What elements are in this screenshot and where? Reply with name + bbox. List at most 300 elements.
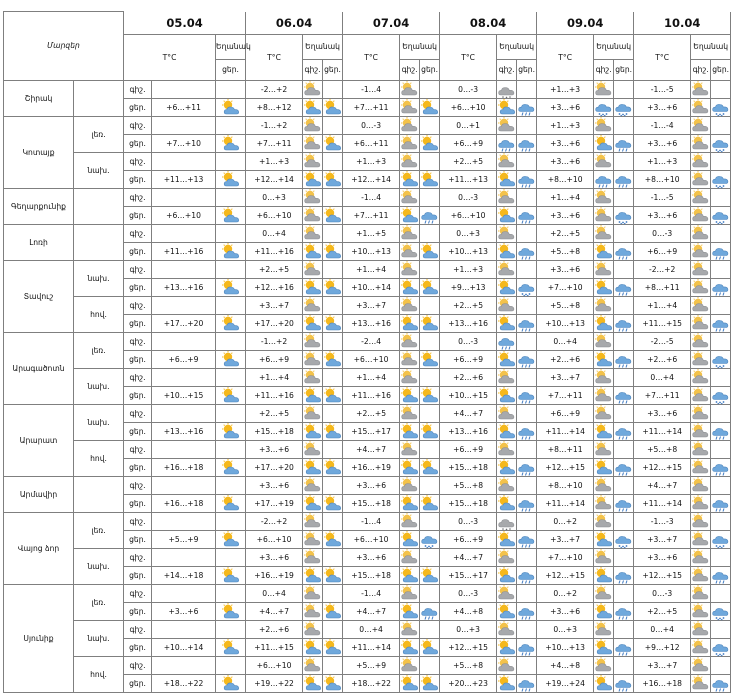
day-icon-header: ցեր. xyxy=(216,59,246,80)
cloud-weather-icon xyxy=(497,296,517,314)
temperature-value: 0…+4 xyxy=(246,584,303,602)
temperature-column-header: T°C xyxy=(343,34,400,80)
cloud-weather-icon xyxy=(497,548,517,566)
zone-name: լեռ. xyxy=(74,332,124,368)
empty-icon-cell xyxy=(216,152,246,170)
cloud-weather-icon xyxy=(497,116,517,134)
cloud-weather-icon xyxy=(400,260,420,278)
empty-icon-cell xyxy=(517,224,537,242)
cloud-weather-icon xyxy=(594,386,614,404)
cloud-weather-icon xyxy=(691,332,711,350)
partly-weather-icon xyxy=(216,206,246,224)
cloud-weather-icon xyxy=(303,404,323,422)
temperature-value: +11…+14 xyxy=(537,494,594,512)
forecast-row xyxy=(4,332,731,350)
temperature-value xyxy=(152,152,216,170)
snow-weather-icon xyxy=(711,98,731,116)
rain-weather-icon xyxy=(614,422,634,440)
temperature-value: +12…+15 xyxy=(537,458,594,476)
region-name: Արարատ xyxy=(4,404,74,476)
cloud-weather-icon xyxy=(594,368,614,386)
snow-weather-icon xyxy=(711,386,731,404)
empty-icon-cell xyxy=(420,188,440,206)
partly-weather-icon xyxy=(420,98,440,116)
temperature-value: +6…+11 xyxy=(343,134,400,152)
empty-icon-cell xyxy=(216,368,246,386)
rain-weather-icon xyxy=(614,278,634,296)
temperature-value: +6…+10 xyxy=(246,656,303,674)
rain-weather-icon xyxy=(420,206,440,224)
zone-name: լեռ. xyxy=(74,116,124,152)
temperature-value: +13…+16 xyxy=(440,422,497,440)
temperature-value: 0…+3 xyxy=(440,620,497,638)
empty-icon-cell xyxy=(323,260,343,278)
empty-icon-cell xyxy=(711,656,731,674)
cloud-weather-icon xyxy=(594,584,614,602)
empty-icon-cell xyxy=(517,332,537,350)
rain-weather-icon xyxy=(614,350,634,368)
temperature-value: +16…+18 xyxy=(634,674,691,692)
partly-weather-icon xyxy=(303,278,323,296)
temperature-value: +8…+11 xyxy=(634,278,691,296)
temperature-value: +1…+3 xyxy=(246,152,303,170)
cloud-weather-icon xyxy=(400,332,420,350)
temperature-value: -1…-4 xyxy=(634,116,691,134)
night-icon-header: գիշ. xyxy=(594,59,614,80)
partly-weather-icon xyxy=(323,170,343,188)
day-label: ցեր. xyxy=(124,98,152,116)
partly-weather-icon xyxy=(323,134,343,152)
temperature-value: +12…+15 xyxy=(634,458,691,476)
temperature-value: +8…+10 xyxy=(634,170,691,188)
cloud-weather-icon xyxy=(691,242,711,260)
partly-weather-icon xyxy=(303,674,323,692)
rain-weather-icon xyxy=(517,134,537,152)
temperature-value xyxy=(152,620,216,638)
cloud-weather-icon xyxy=(594,404,614,422)
cloud-weather-icon xyxy=(691,476,711,494)
temperature-value: +11…+16 xyxy=(343,386,400,404)
partly-weather-icon xyxy=(497,206,517,224)
empty-icon-cell xyxy=(216,332,246,350)
rain-weather-icon xyxy=(517,458,537,476)
partly-weather-icon xyxy=(400,638,420,656)
empty-icon-cell xyxy=(323,476,343,494)
partly-weather-icon xyxy=(497,314,517,332)
temperature-value: +7…+10 xyxy=(537,548,594,566)
day-icon-header: ցեր. xyxy=(517,59,537,80)
empty-icon-cell xyxy=(216,512,246,530)
partly-weather-icon xyxy=(303,566,323,584)
temperature-value: +8…+10 xyxy=(537,476,594,494)
partly-weather-icon xyxy=(323,602,343,620)
rain-weather-icon xyxy=(517,242,537,260)
empty-icon-cell xyxy=(420,548,440,566)
temperature-value: +2…+5 xyxy=(246,260,303,278)
night-label: գիշ. xyxy=(124,80,152,98)
temperature-value: +18…+22 xyxy=(152,674,216,692)
snow-weather-icon xyxy=(614,206,634,224)
temperature-value: +4…+8 xyxy=(440,602,497,620)
empty-icon-cell xyxy=(216,404,246,422)
empty-icon-cell xyxy=(614,656,634,674)
night-label: գիշ. xyxy=(124,584,152,602)
empty-icon-cell xyxy=(711,368,731,386)
empty-icon-cell xyxy=(323,80,343,98)
day-label: ցեր. xyxy=(124,458,152,476)
partly-weather-icon xyxy=(594,314,614,332)
forecast-row xyxy=(4,512,731,530)
partly-weather-icon xyxy=(497,566,517,584)
forecast-row xyxy=(4,440,731,458)
cloud-weather-icon xyxy=(691,440,711,458)
cloud-weather-icon xyxy=(691,494,711,512)
cloud-weather-icon xyxy=(303,296,323,314)
regions-header: Մարզեր xyxy=(4,12,124,81)
night-label: գիշ. xyxy=(124,224,152,242)
temperature-value: +11…+16 xyxy=(246,242,303,260)
temperature-value xyxy=(152,656,216,674)
zone-empty xyxy=(74,80,124,116)
day-label: ցեր. xyxy=(124,242,152,260)
cloud-weather-icon xyxy=(691,278,711,296)
cloud-weather-icon xyxy=(303,368,323,386)
day-label: ցեր. xyxy=(124,494,152,512)
empty-icon-cell xyxy=(216,656,246,674)
temperature-value xyxy=(152,476,216,494)
empty-icon-cell xyxy=(711,224,731,242)
weather-column-header: Եղանակ xyxy=(303,34,343,59)
rain-weather-icon xyxy=(614,170,634,188)
temperature-value: +10…+15 xyxy=(440,386,497,404)
temperature-value: +12…+14 xyxy=(343,170,400,188)
temperature-value: +11…+13 xyxy=(152,170,216,188)
temperature-value: +5…+9 xyxy=(343,656,400,674)
empty-icon-cell xyxy=(323,440,343,458)
cloud-weather-icon xyxy=(691,116,711,134)
cloud-weather-icon xyxy=(400,116,420,134)
partly-weather-icon xyxy=(323,206,343,224)
partly-weather-icon xyxy=(323,458,343,476)
empty-icon-cell xyxy=(614,224,634,242)
temperature-value: +16…+18 xyxy=(152,494,216,512)
cloud-weather-icon xyxy=(594,332,614,350)
partly-weather-icon xyxy=(216,386,246,404)
temperature-value: 0…+4 xyxy=(343,620,400,638)
empty-icon-cell xyxy=(420,404,440,422)
temperature-value: +1…+3 xyxy=(537,116,594,134)
cloud-weather-icon xyxy=(400,476,420,494)
temperature-value: +3…+6 xyxy=(634,206,691,224)
temperature-value: -1…-5 xyxy=(634,188,691,206)
forecast-row xyxy=(4,152,731,170)
rain-weather-icon xyxy=(517,638,537,656)
empty-icon-cell xyxy=(323,656,343,674)
empty-icon-cell xyxy=(216,296,246,314)
empty-icon-cell xyxy=(420,152,440,170)
cloud-weather-icon xyxy=(594,206,614,224)
cloud-weather-icon xyxy=(691,602,711,620)
temperature-value: +1…+3 xyxy=(537,80,594,98)
empty-icon-cell xyxy=(614,260,634,278)
temperature-value: +3…+7 xyxy=(537,368,594,386)
temperature-value xyxy=(152,188,216,206)
partly-weather-icon xyxy=(594,530,614,548)
empty-icon-cell xyxy=(517,512,537,530)
temperature-value: +9…+12 xyxy=(634,638,691,656)
empty-icon-cell xyxy=(614,80,634,98)
night-label: գիշ. xyxy=(124,512,152,530)
rain-weather-icon xyxy=(517,314,537,332)
temperature-value: +2…+5 xyxy=(537,224,594,242)
forecast-row xyxy=(4,116,731,134)
forecast-row xyxy=(4,584,731,602)
partly-weather-icon xyxy=(497,98,517,116)
empty-icon-cell xyxy=(420,260,440,278)
rain-weather-icon xyxy=(420,602,440,620)
rain-weather-icon xyxy=(517,566,537,584)
empty-icon-cell xyxy=(711,548,731,566)
cloud-weather-icon xyxy=(497,368,517,386)
temperature-value: 0…+3 xyxy=(246,188,303,206)
temperature-value: +5…+9 xyxy=(152,530,216,548)
cloud-weather-icon xyxy=(691,458,711,476)
temperature-value: +6…+11 xyxy=(152,98,216,116)
temperature-value: +3…+7 xyxy=(634,656,691,674)
empty-icon-cell xyxy=(517,476,537,494)
snow-weather-icon xyxy=(420,530,440,548)
empty-icon-cell xyxy=(216,440,246,458)
day-label: ցեր. xyxy=(124,638,152,656)
rain-weather-icon xyxy=(614,638,634,656)
temperature-value: +3…+7 xyxy=(343,296,400,314)
partly-weather-icon xyxy=(400,170,420,188)
temperature-value: -1…-5 xyxy=(634,80,691,98)
rain-weather-icon xyxy=(711,278,731,296)
empty-icon-cell xyxy=(323,368,343,386)
night-label: գիշ. xyxy=(124,188,152,206)
empty-icon-cell xyxy=(323,620,343,638)
temperature-value: +19…+24 xyxy=(537,674,594,692)
cloud-weather-icon xyxy=(400,512,420,530)
partly-weather-icon xyxy=(303,494,323,512)
empty-icon-cell xyxy=(711,260,731,278)
forecast-row xyxy=(4,296,731,314)
temperature-value: +10…+13 xyxy=(343,242,400,260)
region-name: Արմավիր xyxy=(4,476,74,512)
partly-weather-icon xyxy=(594,602,614,620)
cloud-weather-icon xyxy=(497,656,517,674)
temperature-value: +7…+10 xyxy=(537,278,594,296)
temperature-value: +11…+16 xyxy=(152,242,216,260)
partly-weather-icon xyxy=(420,674,440,692)
cloud-weather-icon xyxy=(594,296,614,314)
temperature-value: 0…+2 xyxy=(537,512,594,530)
temperature-value: -1…+2 xyxy=(246,116,303,134)
temperature-value: +10…+15 xyxy=(152,386,216,404)
temperature-value xyxy=(152,260,216,278)
temperature-value: 0…+3 xyxy=(440,224,497,242)
temperature-value: +2…+5 xyxy=(440,296,497,314)
temperature-value: +2…+6 xyxy=(634,350,691,368)
day-label: ցեր. xyxy=(124,278,152,296)
empty-icon-cell xyxy=(216,116,246,134)
cloud-weather-icon xyxy=(497,440,517,458)
temperature-value: +16…+19 xyxy=(246,566,303,584)
temperature-value: -2…4 xyxy=(343,332,400,350)
temperature-value: +3…+6 xyxy=(537,260,594,278)
temperature-value: +3…+6 xyxy=(537,206,594,224)
temperature-value: +7…+11 xyxy=(343,206,400,224)
temperature-value: -1…-3 xyxy=(634,512,691,530)
temperature-value: +13…+16 xyxy=(152,422,216,440)
cloud-weather-icon xyxy=(400,404,420,422)
rain-weather-icon xyxy=(614,242,634,260)
empty-icon-cell xyxy=(614,368,634,386)
forecast-row xyxy=(4,656,731,674)
partly-weather-icon xyxy=(323,242,343,260)
temperature-value: +6…+10 xyxy=(246,206,303,224)
zone-name: նախ. xyxy=(74,404,124,440)
night-label: գիշ. xyxy=(124,260,152,278)
empty-icon-cell xyxy=(420,512,440,530)
temperature-value: +14…+18 xyxy=(152,566,216,584)
empty-icon-cell xyxy=(323,332,343,350)
cloud-weather-icon xyxy=(691,170,711,188)
temperature-value: +3…+7 xyxy=(634,530,691,548)
partly-weather-icon xyxy=(216,458,246,476)
empty-icon-cell xyxy=(614,116,634,134)
temperature-value: +6…+10 xyxy=(246,530,303,548)
partly-weather-icon xyxy=(323,494,343,512)
cloud-weather-icon xyxy=(691,296,711,314)
empty-icon-cell xyxy=(216,620,246,638)
rain-weather-icon xyxy=(517,386,537,404)
temperature-value: +1…+3 xyxy=(440,260,497,278)
temperature-value: +6…+10 xyxy=(343,530,400,548)
zone-empty xyxy=(74,188,124,224)
date-header: 07.04 xyxy=(343,12,440,35)
partly-weather-icon xyxy=(216,314,246,332)
temperature-value: +1…+4 xyxy=(343,368,400,386)
day-label: ցեր. xyxy=(124,350,152,368)
partly-weather-icon xyxy=(420,278,440,296)
snow-weather-icon xyxy=(614,98,634,116)
temperature-value: +10…+13 xyxy=(537,638,594,656)
cloud-weather-icon xyxy=(691,260,711,278)
empty-icon-cell xyxy=(517,80,537,98)
empty-icon-cell xyxy=(420,620,440,638)
zone-empty xyxy=(74,476,124,512)
temperature-value: +3…+6 xyxy=(537,134,594,152)
partly-weather-icon xyxy=(420,134,440,152)
temperature-value: +17…+20 xyxy=(246,314,303,332)
temperature-value: +6…+9 xyxy=(440,134,497,152)
cloud-weather-icon xyxy=(691,530,711,548)
forecast-table-wrapper xyxy=(3,11,730,693)
empty-icon-cell xyxy=(216,476,246,494)
cloud-weather-icon xyxy=(303,152,323,170)
temperature-value: +4…+7 xyxy=(343,440,400,458)
temperature-value: +7…+11 xyxy=(537,386,594,404)
day-label: ցեր. xyxy=(124,422,152,440)
cloud-weather-icon xyxy=(303,440,323,458)
weather-column-header: Եղանակ xyxy=(691,34,731,59)
day-label: ցեր. xyxy=(124,134,152,152)
temperature-value: -1…4 xyxy=(343,80,400,98)
partly-weather-icon xyxy=(323,278,343,296)
temperature-value: +6…+9 xyxy=(152,350,216,368)
partly-weather-icon xyxy=(216,494,246,512)
empty-icon-cell xyxy=(216,584,246,602)
temperature-value: +16…+18 xyxy=(152,458,216,476)
cloud-weather-icon xyxy=(691,656,711,674)
partly-weather-icon xyxy=(497,494,517,512)
temperature-value: +17…+20 xyxy=(246,458,303,476)
empty-icon-cell xyxy=(614,152,634,170)
forecast-row xyxy=(4,404,731,422)
temperature-value: +6…+10 xyxy=(343,350,400,368)
cloud-weather-icon xyxy=(497,188,517,206)
temperature-value: +11…+14 xyxy=(537,422,594,440)
empty-icon-cell xyxy=(323,404,343,422)
zone-name: հով. xyxy=(74,440,124,476)
empty-icon-cell xyxy=(420,476,440,494)
partly-weather-icon xyxy=(420,638,440,656)
day-icon-header: ցեր. xyxy=(323,59,343,80)
partly-weather-icon xyxy=(216,674,246,692)
snow-weather-icon xyxy=(711,350,731,368)
partly-weather-icon xyxy=(400,494,420,512)
partly-weather-icon xyxy=(420,422,440,440)
partly-weather-icon xyxy=(216,638,246,656)
region-name: Գեղարքունիք xyxy=(4,188,74,224)
temperature-value xyxy=(152,224,216,242)
cloud-weather-icon xyxy=(691,134,711,152)
temperature-value xyxy=(152,404,216,422)
temperature-value: +15…+18 xyxy=(343,494,400,512)
temperature-value: +5…+8 xyxy=(440,656,497,674)
partly-weather-icon xyxy=(420,350,440,368)
partly-weather-icon xyxy=(323,530,343,548)
temperature-value: +2…+5 xyxy=(343,404,400,422)
temperature-value: 0…-3 xyxy=(343,116,400,134)
day-label: ցեր. xyxy=(124,170,152,188)
temperature-value: +6…+9 xyxy=(537,404,594,422)
partly-weather-icon xyxy=(323,638,343,656)
empty-icon-cell xyxy=(614,548,634,566)
partly-weather-icon xyxy=(497,674,517,692)
empty-icon-cell xyxy=(517,404,537,422)
temperature-value: +3…+6 xyxy=(537,98,594,116)
rain-weather-icon xyxy=(517,350,537,368)
cloud-weather-icon xyxy=(691,80,711,98)
partly-weather-icon xyxy=(303,170,323,188)
partly-weather-icon xyxy=(216,242,246,260)
forecast-row xyxy=(4,620,731,638)
empty-icon-cell xyxy=(711,584,731,602)
cloud-weather-icon xyxy=(594,494,614,512)
partly-weather-icon xyxy=(303,458,323,476)
night-label: գիշ. xyxy=(124,476,152,494)
temperature-value: +4…+7 xyxy=(440,548,497,566)
empty-icon-cell xyxy=(614,476,634,494)
temperature-value: +3…+6 xyxy=(343,476,400,494)
temperature-value: +15…+17 xyxy=(440,566,497,584)
empty-icon-cell xyxy=(711,188,731,206)
partly-weather-icon xyxy=(420,494,440,512)
night-label: գիշ. xyxy=(124,152,152,170)
